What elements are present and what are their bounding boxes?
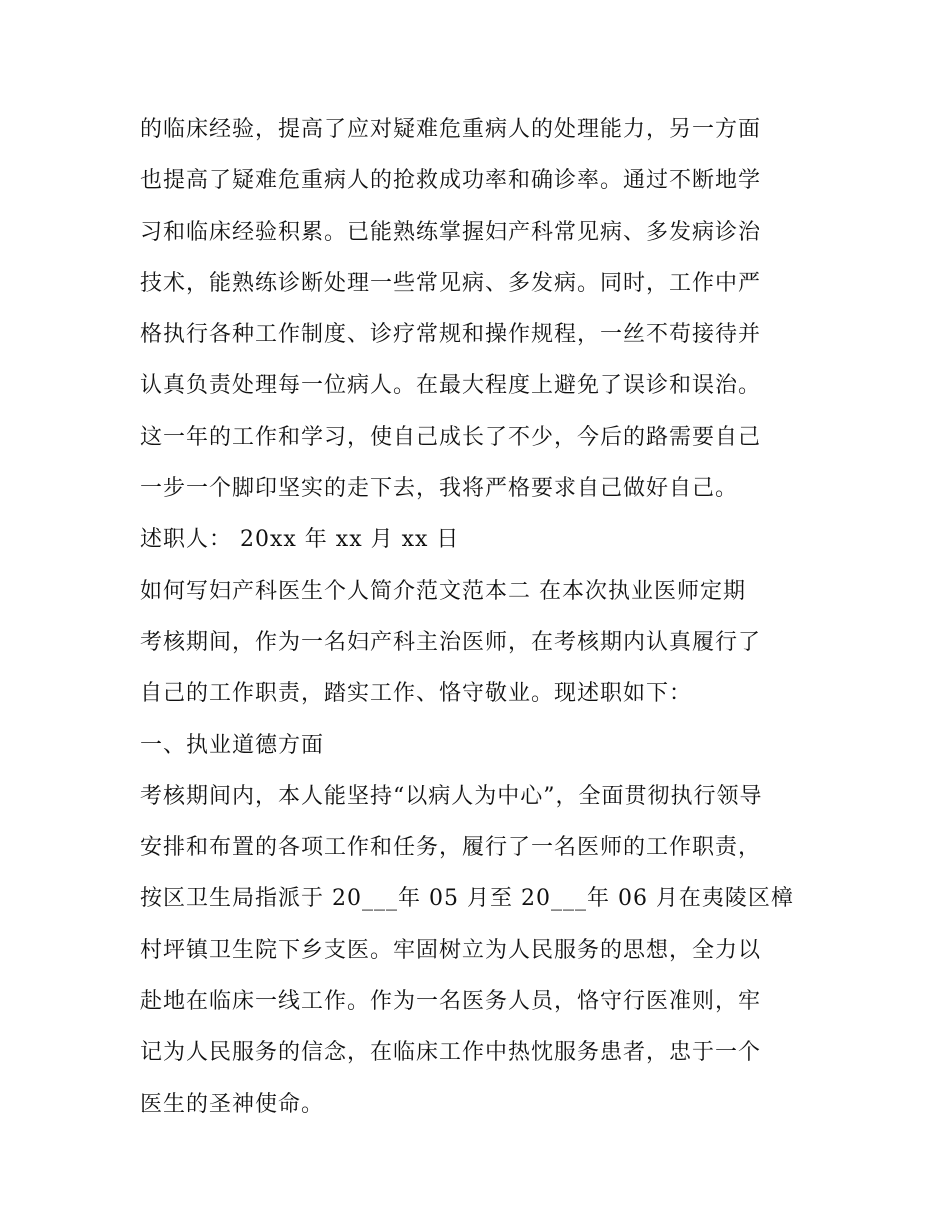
text-line: 按区卫生局指派于 20___年 05 月至 20___年 06 月在夷陵区樟 xyxy=(140,886,794,912)
text-line: 认真负责处理每一位病人。在最大程度上避免了误诊和误治。 xyxy=(140,373,762,399)
text-line: 考核期间内，本人能坚持“以病人为中心”，全面贯彻执行领导 xyxy=(140,783,763,809)
signature-date-line: 述职人： 20xx 年 xx 月 xx 日 xyxy=(140,527,460,553)
document-body xyxy=(140,104,820,1130)
text-line: 安排和布置的各项工作和任务，履行了一名医师的工作职责， xyxy=(140,835,762,861)
text-line: 村坪镇卫生院下乡支医。牢固树立为人民服务的思想，全力以 xyxy=(140,937,762,963)
section-heading: 一、执业道德方面 xyxy=(140,732,325,758)
text-line: 记为人民服务的信念，在临床工作中热忱服务患者，忠于一个 xyxy=(140,1040,762,1066)
text-line: 医生的圣神使命。 xyxy=(140,1091,325,1117)
text-line: 赴地在临床一线工作。作为一名医务人员，恪守行医准则，牢 xyxy=(140,989,762,1015)
text-line: 自己的工作职责，踏实工作、恪守敬业。现述职如下： xyxy=(140,681,693,707)
text-line: 习和临床经验积累。已能熟练掌握妇产科常见病、多发病诊治 xyxy=(140,219,762,245)
section-title-line: 如何写妇产科医生个人简介范文范本二 在本次执业医师定期 xyxy=(140,578,746,604)
text-line: 的临床经验，提高了应对疑难危重病人的处理能力，另一方面 xyxy=(140,117,762,142)
text-line: 一步一个脚印坚实的走下去，我将严格要求自己做好自己。 xyxy=(140,476,739,502)
text-line: 这一年的工作和学习，使自己成长了不少，今后的路需要自己 xyxy=(140,424,762,450)
text-line: 也提高了疑难危重病人的抢救成功率和确诊率。通过不断地学 xyxy=(140,168,762,194)
text-line: 考核期间，作为一名妇产科主治医师，在考核期内认真履行了 xyxy=(140,629,762,655)
text-line: 格执行各种工作制度、诊疗常规和操作规程，一丝不苟接待并 xyxy=(140,322,762,348)
text-line: 技术，能熟练诊断处理一些常见病、多发病。同时，工作中严 xyxy=(140,270,762,296)
